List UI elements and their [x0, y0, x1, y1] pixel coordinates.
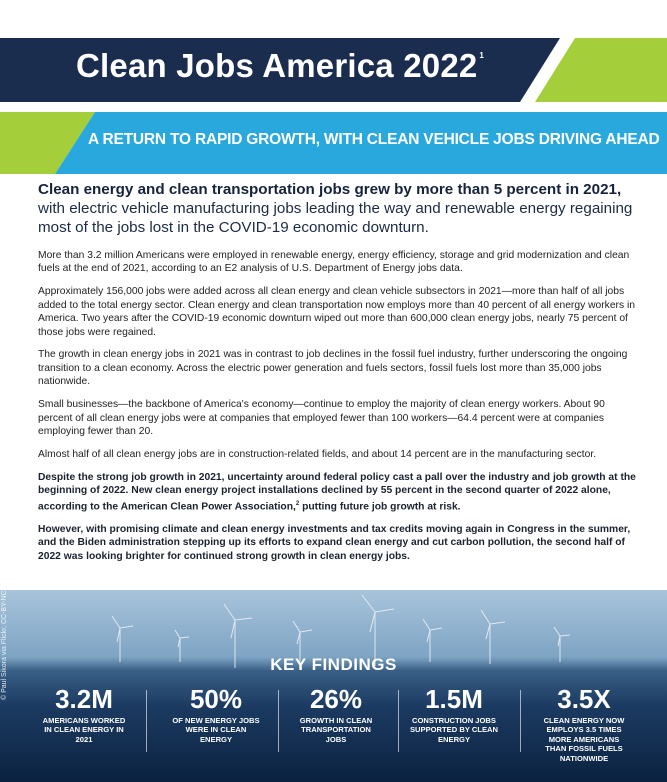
finding-2	[160, 684, 272, 744]
finding-3	[280, 684, 392, 744]
divider	[146, 690, 147, 752]
finding-label: AMERICANS WORKED IN CLEAN ENERGY IN 2021	[42, 716, 126, 744]
finding-value: 26%	[309, 684, 363, 714]
finding-label: GROWTH IN CLEAN TRANSPORTATION JOBS	[299, 716, 373, 744]
article-body	[38, 180, 638, 573]
finding-label: CLEAN ENERGY NOW EMPLOYS 3.5 TIMES MORE AMERICANS THAN FOSSIL FUELS NATIONWIDE	[543, 716, 625, 763]
paragraph-1: More than 3.2 million Americans were employed in renewable energy, energy efficiency, storage and grid modernization and clean fuels at the end of 2021, according to an E2 analysis of U.S. Department of Energy jobs data.	[38, 250, 630, 275]
finding-4	[398, 684, 510, 744]
paragraph-5: Almost half of all clean energy jobs are in construction-related fields, and about 14 percent are in the manufacturing sector.	[38, 448, 597, 460]
finding-label: CONSTRUCTION JOBS SUPPORTED BY CLEAN ENERGY	[409, 716, 499, 744]
lead-rest: with electric vehicle manufacturing jobs leading the way and renewable energy regaining most of the jobs lost in the COVID-19 economic downturn.	[38, 200, 633, 236]
lead-paragraph	[38, 180, 638, 237]
bold-paragraph-2: However, with promising climate and clean energy investments and tax credits moving again in Congress in the summer, and the Biden administration stepping up its efforts to expand clean energy and cut carbon pollution, the second half of 2022 was looking brighter for continued strong growth in clean energy jobs.	[38, 523, 631, 562]
finding-value: 50%	[189, 684, 243, 714]
finding-5	[528, 684, 640, 763]
finding-1	[28, 684, 140, 744]
paragraph-3: The growth in clean energy jobs in 2021 was in contrast to job declines in the fossil fuel industry, further underscoring the ongoing transition to a clean economy. Across the electric power generation and fuels sectors, fossil fuels lost more than 35,000 jobs nationwide.	[38, 349, 628, 388]
paragraph-4: Small businesses—the backbone of America's economy—continue to employ the majority of clean energy workers. About 90 percent of all clean energy jobs were at companies that employed fewer than 100 workers—64.4 percent were at companies employing fewer than 20.	[38, 399, 605, 437]
finding-value: 3.2M	[55, 684, 113, 714]
title-footnote: 1	[479, 51, 485, 60]
bold-paragraph-1: Despite the strong job growth in 2021, uncertainty around federal policy cast a pall over the industry and job growth at the beginning of 2022. New clean energy project installations declined by 55 percent in the second quarter of 2022 alone, according to the American Clean Power Association,$^2$ putting future job growth at risk.	[38, 471, 636, 513]
photo-credit: © Paul Sikora via Flickr, CC-BY-NC 4.0	[1, 578, 8, 700]
finding-value: 1.5M	[425, 684, 483, 714]
paragraph-2: Approximately 156,000 jobs were added across all clean energy and clean vehicle subsectors in 2021—more than half of all jobs added to the total energy sector. Clean energy and clean transportation now employs more than 40 percent of all energy workers in America. Two years after the COVID-19 economic downturn wiped out more than 600,000 clean energy jobs, nearly 75 percent of those jobs were regained.	[38, 286, 635, 338]
divider	[520, 690, 521, 752]
key-findings-title: KEY FINDINGS	[270, 655, 397, 674]
lead-bold: Clean energy and clean transportation jobs grew by more than 5 percent in 2021,	[38, 181, 622, 198]
page-title: Clean Jobs America 2022 $^1$	[76, 47, 485, 84]
page-subtitle: A RETURN TO RAPID GROWTH, WITH CLEAN VEHICLE JOBS DRIVING AHEAD	[88, 131, 660, 148]
finding-label: OF NEW ENERGY JOBS WERE IN CLEAN ENERGY	[172, 716, 260, 744]
finding-value: 3.5X	[557, 684, 611, 714]
divider	[278, 690, 279, 752]
footnote-2: 2	[295, 500, 300, 507]
